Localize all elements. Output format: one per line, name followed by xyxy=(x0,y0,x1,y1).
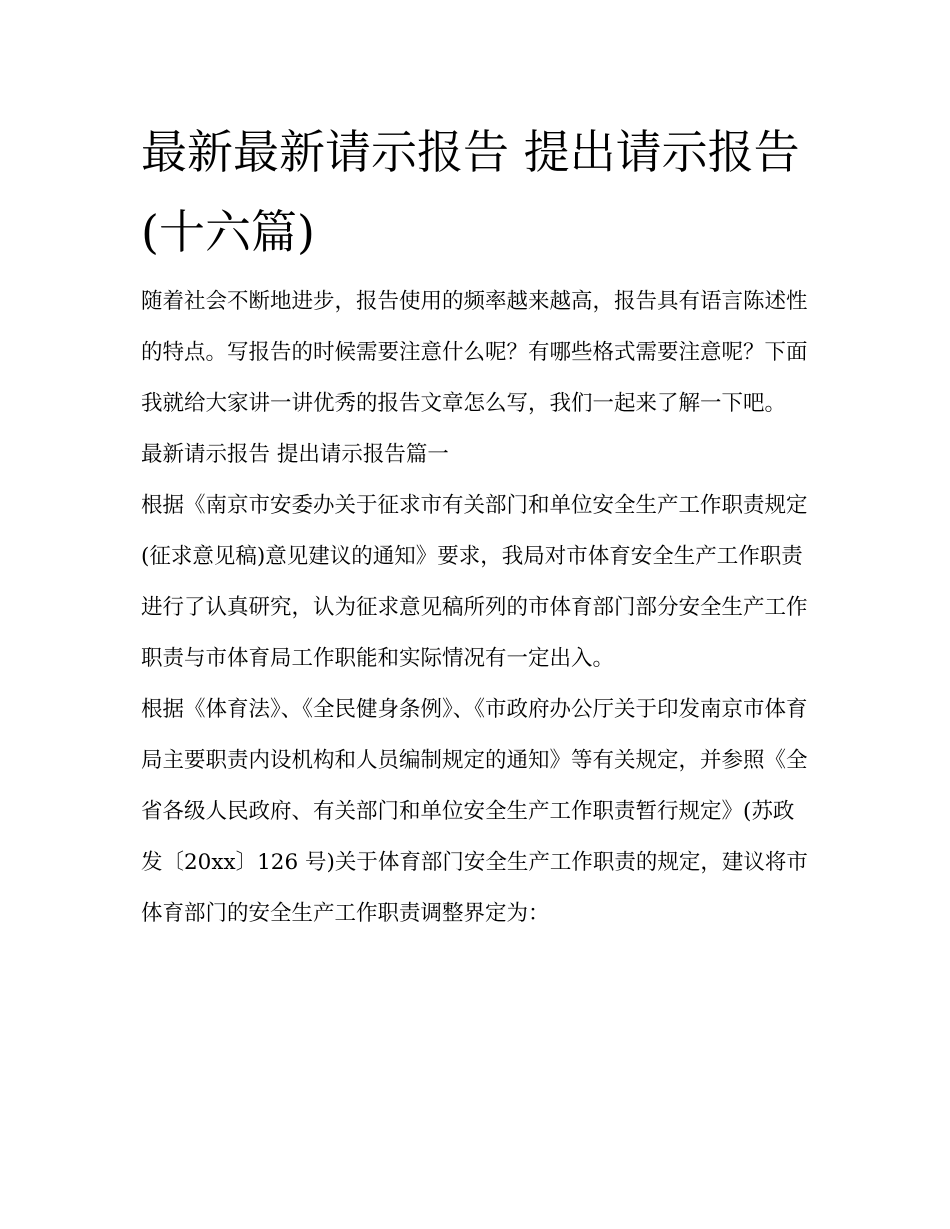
body-paragraph: 根据《体育法》、《全民健身条例》、《市政府办公厅关于印发南京市体育局主要职责内设机构和人员编制规定的通知》等有关规定，并参照《全省各级人民政府、有关部门和单位安全生产工作职责暂行规定》(苏政发〔20xx〕126 号)关于体育部门安全生产工作职责的规定，建议将市体育部门的安全生产工作职责调整界定为： xyxy=(141,697,808,926)
body-paragraph: 根据《南京市安委办关于征求市有关部门和单位安全生产工作职责规定(征求意见稿)意见建议的通知》要求，我局对市体育安全生产工作职责进行了认真研究，认为征求意见稿所列的市体育部门部分安全生产工作职责与市体育局工作职能和实际情况有一定出入。 xyxy=(141,493,808,671)
intro-paragraph: 随着社会不断地进步，报告使用的频率越来越高，报告具有语言陈述性的特点。写报告的时候需要注意什么呢？有哪些格式需要注意呢？下面我就给大家讲一讲优秀的报告文章怎么写，我们一起来了解一下吧。 xyxy=(141,289,808,416)
document-body xyxy=(141,276,813,939)
document-title: 最新最新请示报告 提出请示报告(十六篇) xyxy=(141,125,800,259)
section-heading: 最新请示报告 提出请示报告篇一 xyxy=(141,442,449,467)
